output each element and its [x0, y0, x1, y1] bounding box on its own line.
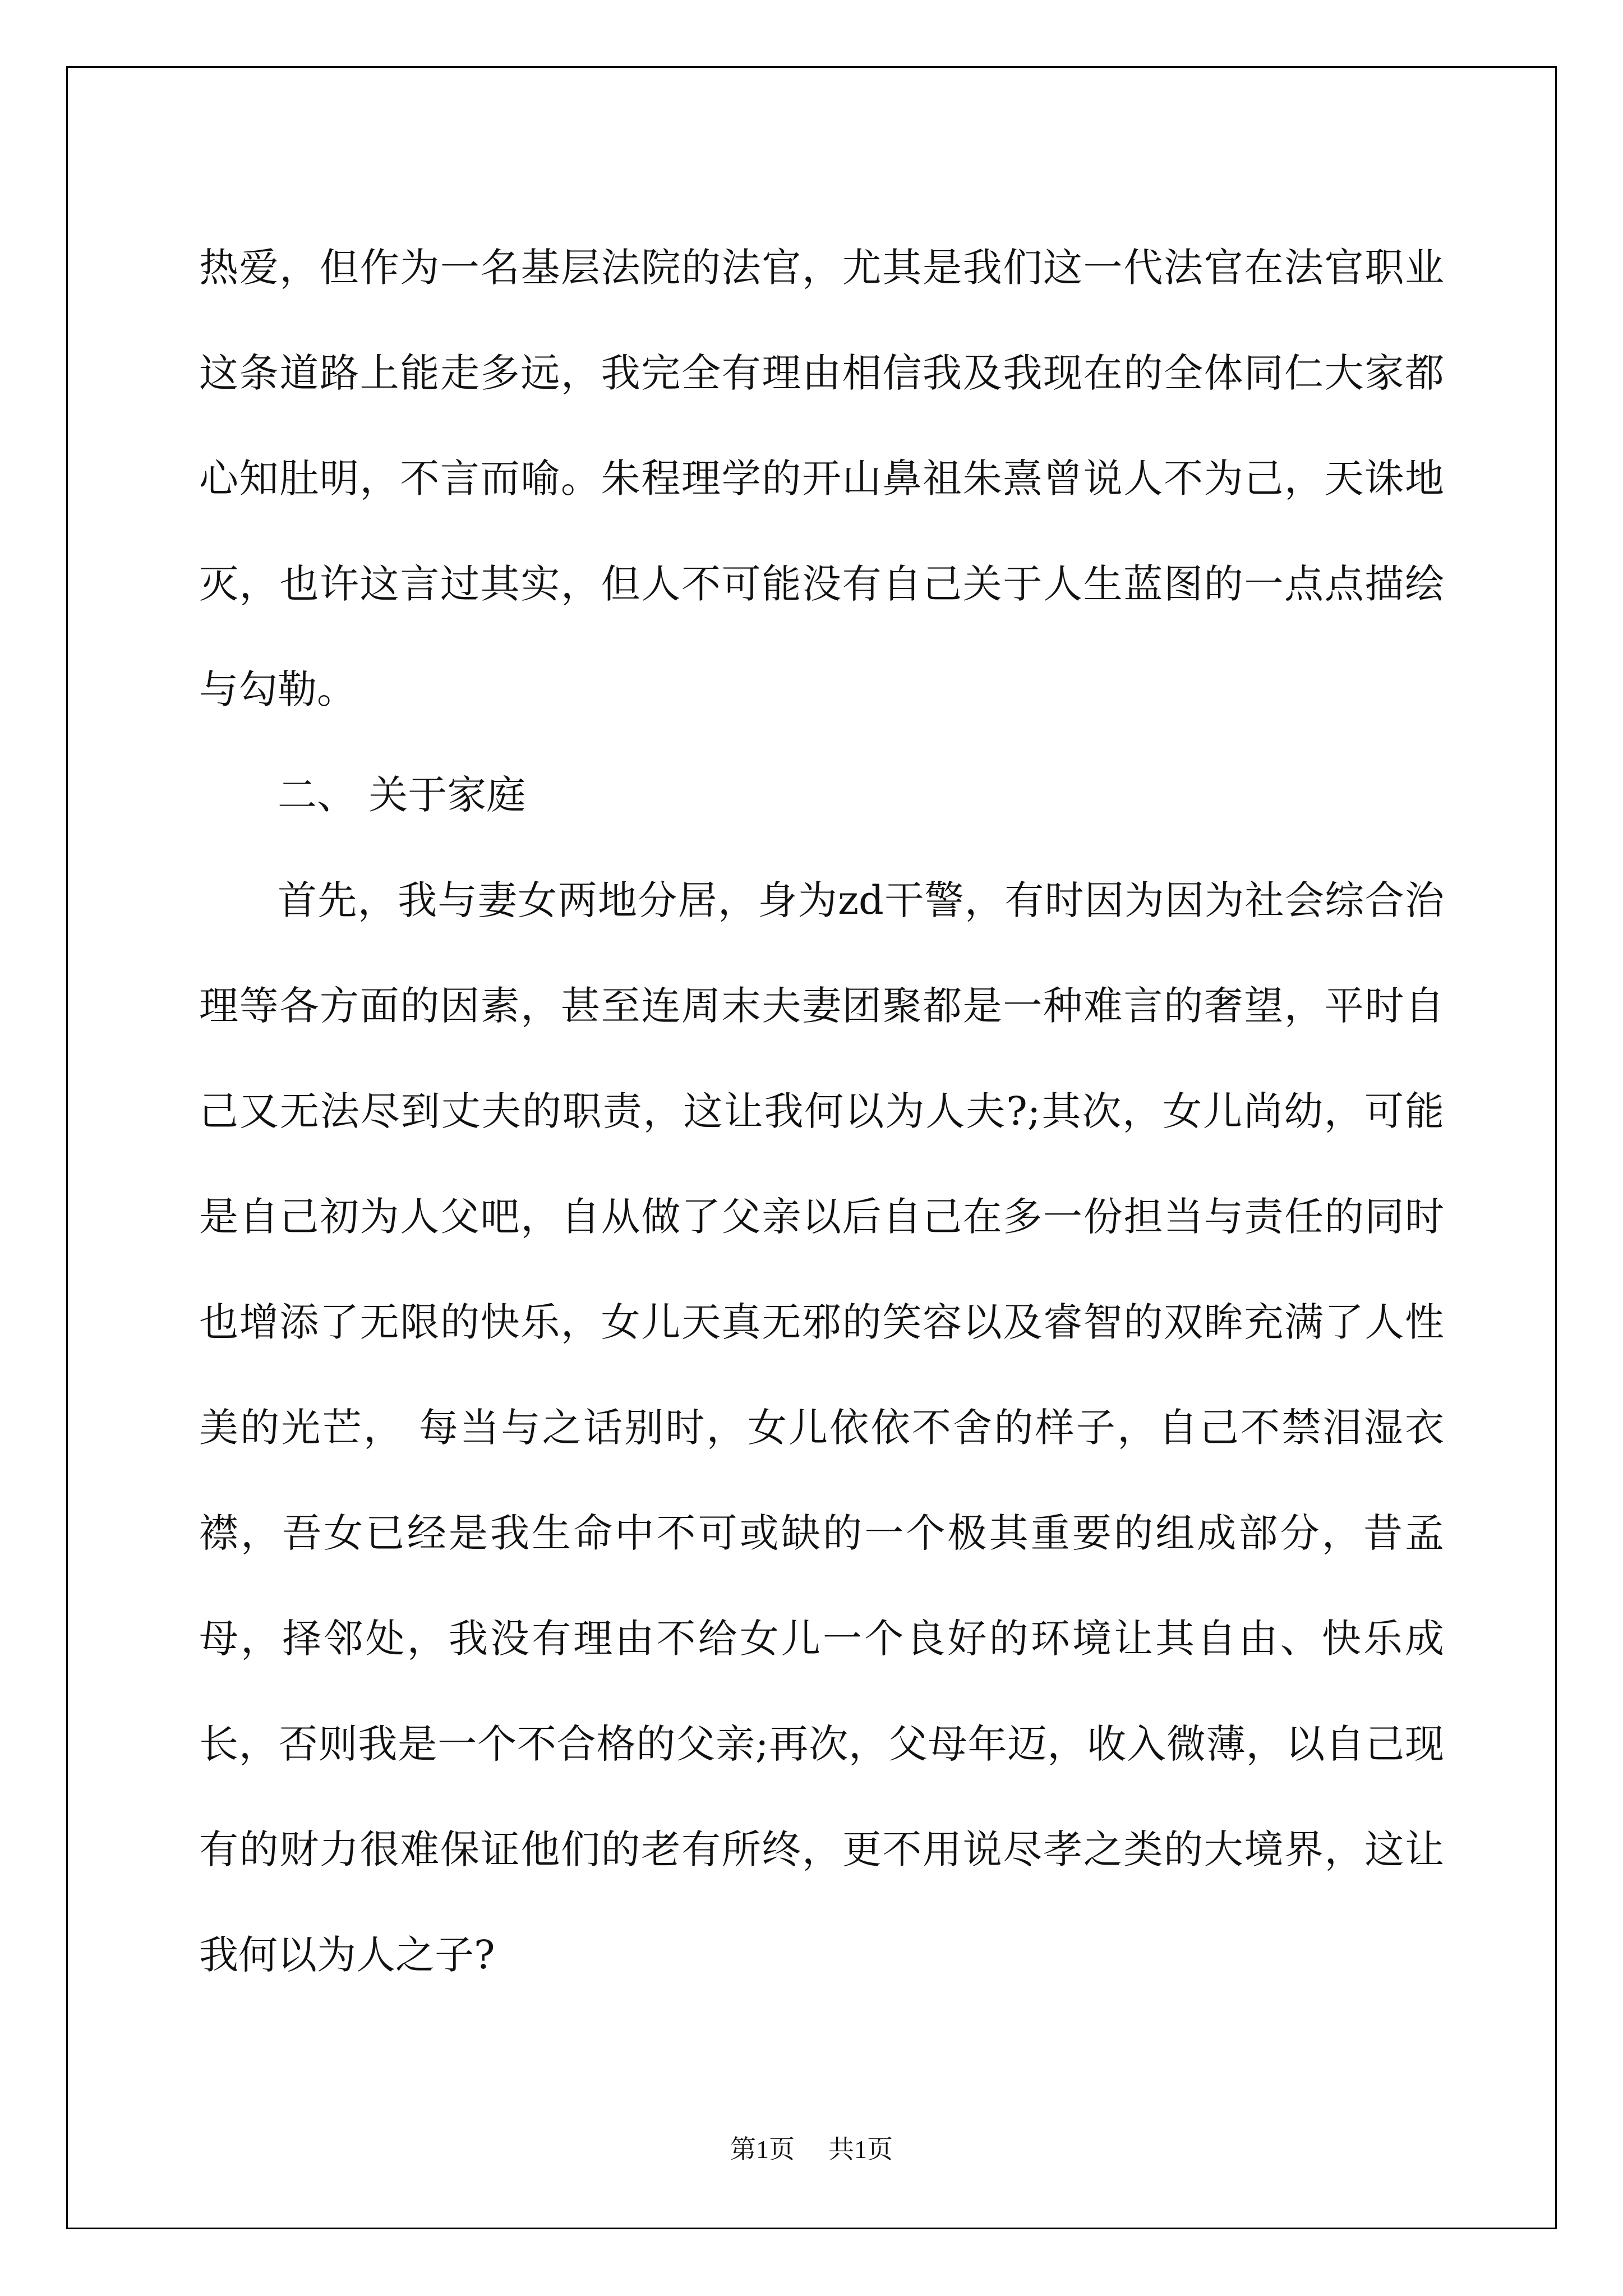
page-number: 第1页	[730, 2135, 795, 2164]
document-body	[199, 215, 1444, 2008]
paragraph-family: 首先，我与妻女两地分居，身为zd干警，有时因为因为社会综合治理等各方面的因素，甚至连周末夫妻团聚都是一种难言的奢望，平时自己又无法尽到丈夫的职责，这让我何以为人夫?;其次，女儿尚幼，可能是自己初为人父吧，自从做了父亲以后自己在多一份担当与责任的同时也增添了无限的快乐，女儿天真无邪的笑容以及睿智的双眸充满了人性美的光芒， 每当与之话别时，女儿依依不舍的样子，自己不禁泪湿衣襟，吾女已经是我生命中不可或缺的一个极其重要的组成部分，昔孟母，择邻处，我没有理由不给女儿一个良好的环境让其自由、快乐成长，否则我是一个不合格的父亲;再次，父母年迈，收入微薄，以自己现有的财力很难保证他们的老有所终，更不用说尽孝之类的大境界，这让我何以为人之子?	[199, 877, 1444, 1978]
section-heading-family: 二、 关于家庭	[278, 772, 526, 818]
page-total: 共1页	[828, 2135, 893, 2164]
page-footer	[0, 2133, 1623, 2166]
paragraph-continued: 热爱，但作为一名基层法院的法官，尤其是我们这一代法官在法官职业这条道路上能走多远，我完全有理由相信我及我现在的全体同仁大家都心知肚明，不言而喻。朱程理学的开山鼻祖朱熹曾说人不为己，天诛地灭，也许这言过其实，但人不可能没有自己关于人生蓝图的一点点描绘与勾勒。	[199, 245, 1444, 712]
